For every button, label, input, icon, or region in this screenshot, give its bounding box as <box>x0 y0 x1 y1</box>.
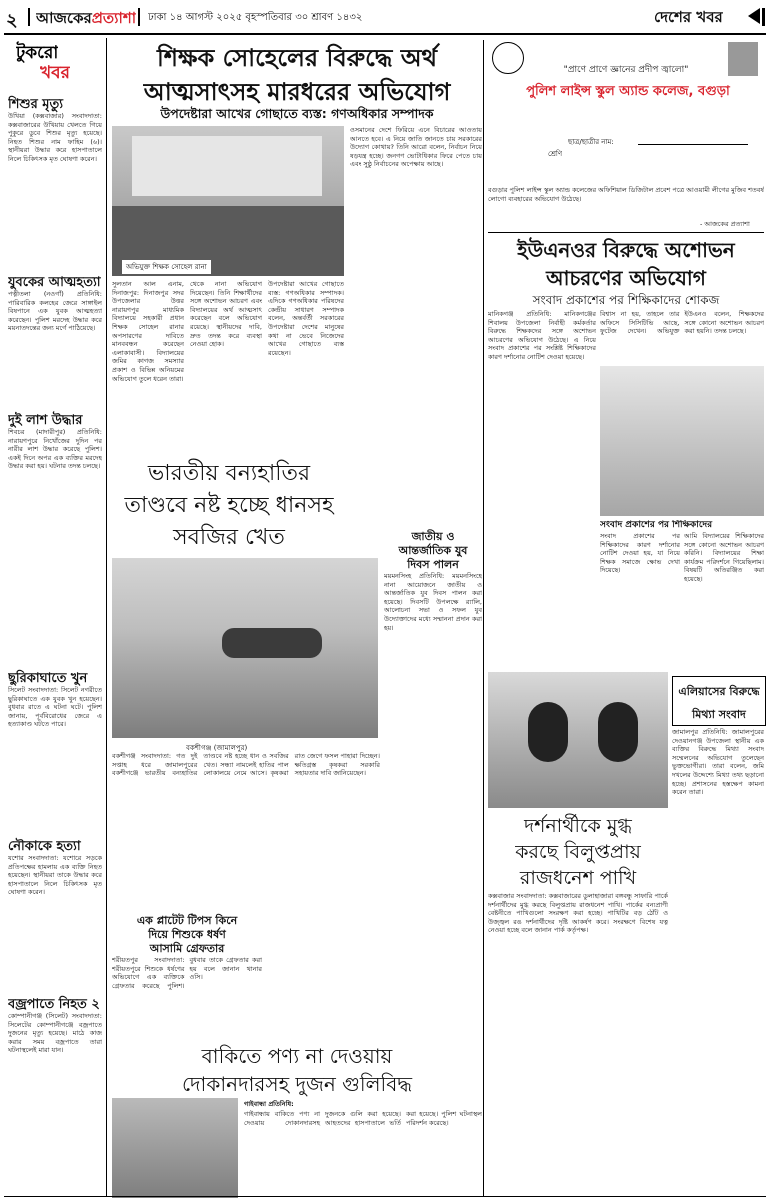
sidebar-item <box>8 97 102 272</box>
sidebar-item <box>8 671 102 836</box>
center-column-rule <box>483 40 484 1196</box>
shop-photo <box>112 1098 238 1198</box>
sidebar-item-body: সিলেট সংবাদদাতা: সিলেট নগরীতে ছুরিকাঘাতে এক যুবক খুন হয়েছেন। বুধবার রাতে এ ঘটনা ঘটে। পুলিশ জানায়, পূর্ববিরোধের জেরে এ হত্যাকাণ্ড ঘটতে পারে। <box>8 686 102 729</box>
lead-column-1: সুলতান আল এনাম, দিনাজপুর: দিনাজপুর সদর উপজেলার উত্তর নারায়ণপুর মাধ্যমিক বিদ্যালয়ে সহকারী প্রধান শিক্ষক সোহেল রানার অপসারণের দাবিতে মানববন্ধন করেছেন এলাকাবাসী। বিদ্যালয়ের জমির কাগজ সমস্যার প্রকাশ ও বিভিন্ন অনিয়মের অভিযোগ তুলে ধরেন তারা। <box>112 280 184 383</box>
header-rule <box>4 33 766 35</box>
elephant-body: বকশীগঞ্জ সংবাদদাতা: গত দুই সপ্তাহ ধরে জামালপুরের বকশীগঞ্জে ভারতীয় বন্যহাতির তাণ্ডবে নষ্ট হচ্ছে ধান ও সবজির খেত। সন্ধ্যা নামলেই হাতির পাল লোকালয়ে নেমে আসে। কৃষকরা রাত জেগে ফসল পাহারা দিচ্ছেন। ক্ষতিগ্রস্ত কৃষকরা সরকারি সহায়তার দাবি জানিয়েছেন। <box>112 752 380 778</box>
portrait <box>728 42 758 76</box>
protest-body: জামালপুর প্রতিনিধি: জামালপুরের দেওয়ানগঞ্জ উপজেলা স্থানীয় এক ব্যক্তির বিরুদ্ধে মিথ্যা সংবাদ সম্মেলনের অভিযোগ তুলেছেন ভুক্তভোগীরা। তারা বলেন, জমি দখলের উদ্দেশ্যে মিথ্যা তথ্য ছড়ানো হচ্ছে। প্রশাসনের হস্তক্ষেপ কামনা করেন তারা। <box>672 728 764 797</box>
sidebar-item-headline: বজ্রপাতে নিহত ২ <box>8 997 100 1012</box>
sidebar-item <box>8 997 102 1172</box>
sidebar-item-headline: ছুরিকাঘাতে খুন <box>8 671 88 686</box>
ad-field-line <box>638 144 748 145</box>
lead-subheadline: উপদেষ্টারা আখের গোছাতে ব্যস্ত: গণঅধিকার সম্পাদক <box>160 106 434 121</box>
section-divider <box>762 8 765 26</box>
dateline: ঢাকা ১৪ আগস্ট ২০২৫ বৃহস্পতিবার ৩০ শ্রাবণ ১৪৩২ <box>148 12 363 23</box>
sidebar <box>6 38 107 1196</box>
lead-photo-caption: অভিযুক্ত শিক্ষক সোহেল রানা <box>122 260 211 274</box>
sidebar-title-part2: খবর <box>40 63 70 83</box>
shop-headline-line2: দোকানদারসহ দুজন গুলিবিদ্ধ <box>181 1072 413 1096</box>
sidebar-title-part1: টুকরো <box>16 43 59 63</box>
uno-body: মানিকগঞ্জ প্রতিনিধি: মানিকগঞ্জের শিবালয় উপজেলা নির্বাহী কর্মকর্তার বিরুদ্ধে শিক্ষকদের সঙ্গে অশোভন আচরণের অভিযোগ উঠেছে। এ নিয়ে সংবাদ প্রকাশের পর সংশ্লিষ্ট শিক্ষিকাদের কারণ দর্শানোর নোটিশ দেওয়া হয়েছে। <box>488 310 596 361</box>
uno-sub2: সংবাদ প্রকাশের পর শিক্ষিকাদের <box>600 520 713 530</box>
youth-headline-line1: জাতীয় ও <box>411 530 455 543</box>
paper-name <box>36 7 136 32</box>
uno-body3: সংবাদ প্রকাশের পর শিক্ষিকাদের কারণ দর্শানোর নোটিশ দেওয়া হয়, যা নিয়ে শিক্ষক সমাজে ক্ষোভ দেখা দিয়েছে। <box>600 532 680 575</box>
shop-headline-line1: বাকিতে পণ্য না দেওয়ায় <box>201 1044 393 1068</box>
masthead <box>0 0 770 34</box>
lead-photo <box>112 126 344 276</box>
elephant-headline-line3: সবজির খেত <box>173 525 285 550</box>
protest-headline-line1: এলিয়াসের বিরুদ্ধে <box>678 685 760 698</box>
uno-headline-line1: ইউএনওর বিরুদ্ধে অশোভন <box>517 238 735 262</box>
ad-byline: - আজকের প্রত্যাশা <box>700 220 750 228</box>
elephant-headline-line1: ভারতীয় বন্যহাতির <box>147 461 311 486</box>
rape-headline-line2: দিয়ে শিশুকে ধর্ষণ <box>148 928 226 941</box>
youth-headline-line3: দিবস পালন <box>407 558 459 571</box>
elephant-herd <box>222 628 322 658</box>
section-name: দেশের খবর <box>654 8 723 26</box>
sidebar-item-headline: দুই লাশ উদ্ধার <box>8 413 83 428</box>
sidebar-item-headline: শিশুর মৃত্যু <box>8 97 64 112</box>
protest-mid-text: আমি বিদ্যালয়ের শিক্ষিকাদের সঙ্গে কোনো অশোভন আচরণ করিনি। বিদ্যালয়ের শিক্ষা কার্যক্রম পরিদর্শনে গিয়েছিলাম। বিষয়টি অতিরঞ্জিত করা হয়েছে। <box>684 532 764 583</box>
lead-column-3: উপদেষ্টারা আখের গোছাতে ব্যস্ত: গণঅধিকার সম্পাদক। এদিকে গণঅধিকার পরিষদের কেন্দ্রীয় সাধারণ সম্পাদক বলেন, অন্তর্বর্তী সরকারের উপদেষ্টারা দেশের মানুষের কথা না ভেবে নিজেদের আখের গোছাতে ব্যস্ত রয়েছেন। <box>268 280 344 357</box>
ad-class-label: শ্রেণি <box>548 150 563 158</box>
hornbill-bird-right <box>598 702 638 762</box>
rape-headline-line3: আসামি গ্রেফতার <box>149 942 225 955</box>
sidebar-item <box>8 413 102 668</box>
hornbill-headline-line1: দর্শনার্থীকে মুগ্ধ <box>524 815 632 837</box>
masthead-divider-right <box>138 8 140 26</box>
paper-name-part1: আজকের <box>36 9 92 27</box>
sidebar-item-body: শিবচর (মাদারীপুর) প্রতিনিধি: নারায়ণপুরে নিখোঁজের দুদিন পর নারীর লাশ উদ্ধার করেছে পুলিশ। একই দিনে অপর এক ব্যক্তির মরদেহ উদ্ধার করা হয়। ঘটনার তদন্ত চলছে। <box>8 428 102 471</box>
ad-rule <box>488 232 764 233</box>
sidebar-item-body: যশোর সংবাদদাতা: যশোরে সড়কে প্রতিপক্ষের হামলায় এক ব্যক্তি নিহত হয়েছেন। স্থানীয়রা তাকে উদ্ধার করে হাসপাতালে নিলে চিকিৎসক মৃত ঘোষণা করেন। <box>8 854 102 897</box>
sidebar-item <box>8 275 102 410</box>
footer-rule <box>4 1196 766 1197</box>
sidebar-item-body: উখিয়া (কক্সবাজার) সংবাদদাতা: কক্সবাজারের উখিয়ায় খেলতে গিয়ে পুকুরে ডুবে শিশুর মৃত্যু হয়েছে। নিহত শিশুর নাম ফাহিম (৬)। স্থানীয়রা উদ্ধার করে হাসপাতালে নিলে চিকিৎসক মৃত ঘোষণা করেন। <box>8 112 102 163</box>
school-logo <box>492 42 524 74</box>
hornbill-body: কক্সবাজার সংবাদদাতা: কক্সবাজারের ডুলাহাজারা বঙ্গবন্ধু সাফারি পার্কে দর্শনার্থীদের মুগ্ধ করছে বিলুপ্তপ্রায় রাজধনেশ পাখি। পার্কের বন্যপ্রাণী বেষ্টনীতে পাখিগুলো সংরক্ষণ করা হচ্ছে। পাখিটির বড় ঠোঁট ও উজ্জ্বল রঙ দর্শনার্থীদের দৃষ্টি আকর্ষণ করে। সংরক্ষণে বিশেষ যত্ন নেওয়া হচ্ছে বলে জানান পার্ক কর্তৃপক্ষ। <box>488 892 668 935</box>
uno-headline-line2: আচরণের অভিযোগ <box>546 266 706 290</box>
hornbill-headline-line3: রাজধনেশ পাখি <box>519 867 637 889</box>
sidebar-item-body: পত্নীতলা (নওগাঁ) প্রতিনিধি: পারিবারিক কলহের জেরে সাঙ্গাইল বিষপানে এক যুবক আত্মহত্যা করেছেন। পুলিশ মরদেহ উদ্ধার করে ময়নাতদন্তের জন্য মর্গে পাঠিয়েছে। <box>8 290 102 333</box>
protest-headline-line2: মিথ্যা সংবাদ <box>692 708 746 721</box>
sidebar-item <box>8 839 102 994</box>
ad-caption: বগুড়ার পুলিশ লাইন্স স্কুল অ্যান্ড কলেজের অফিশিয়াল ডিজিটাল প্রবেশ পত্রে আওয়ামী লীগের মুজিব শতবর্ষ লোগো ব্যবহারের অভিযোগ উঠেছে। <box>488 186 764 203</box>
sidebar-title-block <box>6 38 106 90</box>
hornbill-headline-line2: করছে বিলুপ্তপ্রায় <box>515 841 641 863</box>
uno-body2: বিশ্বাস না হয়, তাহলে তার অফিসে সিসিটিভি আছে, ফুটেজ দেখেন। অভিযুক্ত ইউএনও বলেন, শিক্ষকদের সঙ্গে কোনো অশোভন আচরণ করা হয়নি। তদন্ত চলছে। <box>600 310 764 336</box>
masthead-divider-left <box>28 8 30 26</box>
lead-photo-building <box>132 136 322 196</box>
uno-subheadline: সংবাদ প্রকাশের পর শিক্ষিকাদের শোকজ <box>532 293 720 307</box>
ad-field-label: ছাত্র/ছাত্রীর নাম: <box>568 138 614 146</box>
youth-headline-line2: আন্তর্জাতিক যুব <box>398 544 468 557</box>
sidebar-item-body: কোম্পানীগঞ্জ (সিলেট) সংবাদদাতা: সিলেটের কোম্পানীগঞ্জে বজ্রপাতে দুজনের মৃত্যু হয়েছে। মাঠে কাজ করার সময় বজ্রপাতে তারা ঘটনাস্থলেই মারা যান। <box>8 1012 102 1055</box>
sidebar-item-headline: নৌকাকে হত্যা <box>8 839 81 854</box>
sidebar-item-headline: যুবকের আত্মহত্যা <box>8 275 101 290</box>
hornbill-bird-left <box>528 702 568 762</box>
uno-photo <box>600 366 764 516</box>
lead-headline-line2: আত্মসাৎসহ মারধরের অভিযোগ <box>143 78 451 106</box>
shop-body: গাইবান্ধায় বাকিতে পণ্য না দেওয়ায় দোকানদারসহ দুজনকে গুলি করা হয়েছে। আহতদের হাসপাতালে ভর্তি করা হয়েছে। পুলিশ ঘটনাস্থল পরিদর্শন করেছে। <box>244 1110 482 1127</box>
rape-body: শরীয়তপুর সংবাদদাতা: শরীয়তপুরে শিশুকে ধর্ষণের অভিযোগে এক ব্যক্তিকে গ্রেফতার করেছে পুলিশ। বুধবার তাকে গ্রেফতার করা হয় বলে জানান থানার ওসি। <box>112 956 262 990</box>
youth-body: ময়মনসিংহ প্রতিনিধি: ময়মনসিংহে নানা আয়োজনে জাতীয় ও আন্তর্জাতিক যুব দিবস পালন করা হয়েছে। দিবসটি উপলক্ষে র‍্যালি, আলোচনা সভা ও সফল যুব উদ্যোক্তাদের মধ্যে সম্মাননা প্রদান করা হয়। <box>384 572 482 632</box>
sidebar-items <box>8 94 102 1194</box>
shop-body-byline: গাইবান্ধা প্রতিনিধি: <box>244 1100 294 1108</box>
ad-school-name: পুলিশ লাইন্স স্কুল অ্যান্ড কলেজ, বগুড়া <box>526 84 730 99</box>
hornbill-photo <box>488 672 668 808</box>
lead-headline-line1: শিক্ষক সোহেলের বিরুদ্ধে অর্থ <box>156 44 438 72</box>
lead-column-4: ওসমানের দেশে ফিরিয়ে এনে বিচারের আওতায় আনতে হবে। এ নিয়ে জাতি জানতে চায় সরকারের উদ্যোগ কোথায়? তিনি আরো বলেন, নির্বাচন নিয়ে ষড়যন্ত্র হচ্ছে। জনগণ ভোটাধিকার ফিরে পেতে চায় এবং সুষ্ঠু নির্বাচনের অপেক্ষায় আছে। <box>350 126 482 169</box>
page-number: ২ <box>6 10 18 31</box>
elephant-photo <box>112 558 378 738</box>
elephant-headline-line2: তাণ্ডবে নষ্ট হচ্ছে ধানসহ <box>124 493 334 518</box>
ad-block <box>488 40 764 184</box>
ad-motto: "প্রাণে প্রাণে জ্ঞানের প্রদীপ জ্বালো" <box>563 65 689 75</box>
section-arrow-icon <box>748 8 760 24</box>
elephant-photo-caption: বকশীগঞ্জ (জামালপুর) <box>186 744 248 752</box>
protest-headline-box <box>672 676 766 726</box>
paper-name-part2: প্রত্যাশা <box>91 9 137 27</box>
lead-column-2: থেকে নানা অভিযোগ দিয়েছেন। তিনি শিক্ষার্থীদের সঙ্গে অশোভন আচরণ এবং বিদ্যালয়ের অর্থ আত্মসাৎ করেছেন বলে অভিযোগ রয়েছে। স্থানীয়দের দাবি, দ্রুত তদন্ত করে ব্যবস্থা নেওয়া হোক। <box>190 280 262 349</box>
rape-headline-line1: এক প্লাটেট টিপস কিনে <box>136 914 238 927</box>
